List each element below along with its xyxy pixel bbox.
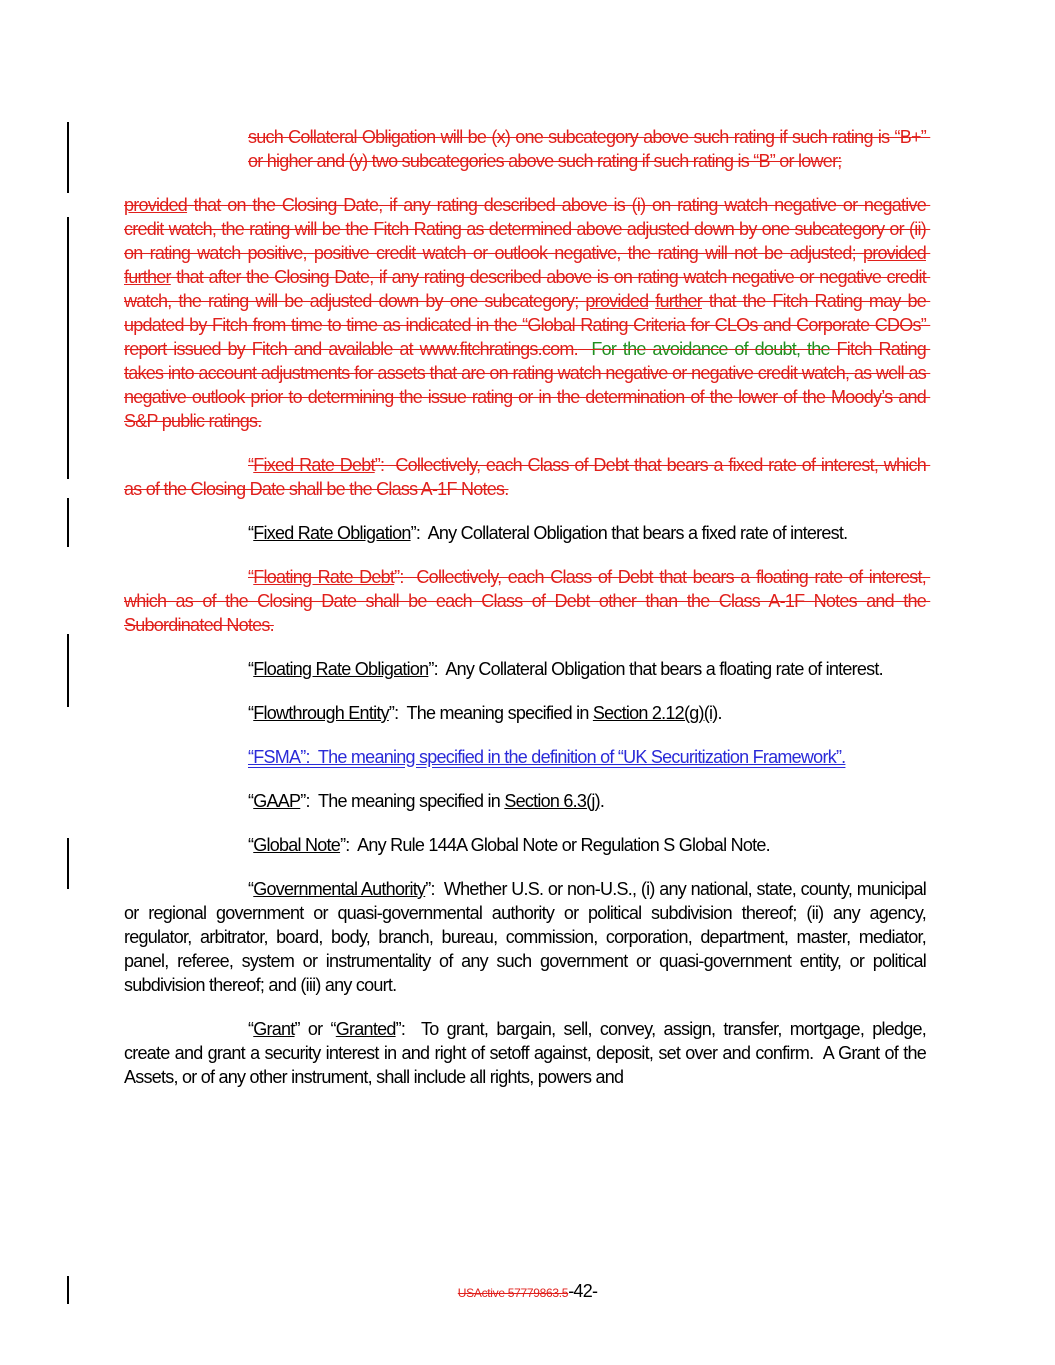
tracked-change-text: provided (862, 243, 926, 263)
definition-paragraph (124, 657, 926, 681)
defined-term: GAAP (253, 791, 301, 811)
defined-term: Grant (253, 1019, 295, 1039)
tracked-change-text (926, 243, 930, 263)
defined-term: Fixed Rate Obligation (253, 523, 411, 543)
defined-term: Section 2.12(g)(i) (592, 703, 718, 723)
text-segment: “ (248, 703, 254, 723)
tracked-change-text: “FSMA”: The meaning specified in the definition of “UK Securitization Framework”. (248, 747, 846, 767)
defined-term: Governmental Authority (253, 879, 426, 899)
tracked-change-text: that the Fitch Rating may be updated by Fitch from time to time as indicated in the “Global Rating Criteria for CLOs and Corporate CDOs” report issued by Fitch and available at www.fitchratings.com. (124, 291, 931, 359)
defined-term: Floating Rate Obligation (253, 659, 429, 679)
defined-term: Global Note (253, 835, 341, 855)
tracked-change-text: ”: Collectively, each Class of Debt that bears a floating rate of interest, which as of the Closing Date shall be each Class of Debt other than the Class A-1F Notes and the Subordinated Notes. (124, 567, 931, 635)
page-footer (0, 1281, 1055, 1302)
definition-paragraph (124, 193, 931, 433)
tracked-change-text: Fitch Rating takes into account adjustments for assets that are on rating watch negative or negative credit watch, as well as negative outlook prior to determining the issue rating or in the determination of the lower of the Moody’s and S&P public ratings. (124, 339, 931, 431)
text-segment: ”: Any Collateral Obligation that bears a fixed rate of interest. (410, 523, 848, 543)
definition-paragraph (124, 701, 926, 725)
definition-paragraph (124, 565, 931, 637)
change-bar (67, 217, 69, 479)
tracked-change-text: For the avoidance of doubt, the (577, 339, 830, 359)
change-bar (67, 498, 69, 547)
document-body (124, 125, 931, 1109)
footer-doc-id: USActive 57779863.5 (457, 1286, 569, 1300)
text-segment: ”: To grant, bargain, sell, convey, assign, transfer, mortgage, pledge, create and grant a security interest in and right of setoff against, deposit, set over and confirm. A Grant of the Assets, or of any other instrument, shall include all rights, powers and (124, 1019, 931, 1087)
tracked-change-text: provided (585, 291, 649, 311)
change-bar (67, 122, 69, 193)
definition-paragraph (124, 453, 931, 501)
tracked-change-text: Fixed Rate Debt (253, 455, 375, 475)
text-segment: ”: Any Collateral Obligation that bears a floating rate of interest. (428, 659, 883, 679)
tracked-change-text: further (124, 267, 171, 287)
tracked-change-text: “ (248, 455, 254, 475)
definition-paragraph (124, 789, 926, 813)
text-segment: . (599, 791, 605, 811)
definition-paragraph (124, 877, 931, 997)
change-bar (67, 838, 69, 889)
tracked-change-text: that on the Closing Date, if any rating described above is (i) on rating watch negative or negative credit watch, the rating will be the Fitch Rating as determined above adjusted down by one subcategory or (ii) on rating watch positive, positive credit watch or outlook negative, the rating will not be adjusted; (124, 195, 931, 263)
text-segment: ”: Any Rule 144A Global Note or Regulation S Global Note. (340, 835, 770, 855)
text-segment: ”: The meaning specified in (388, 703, 593, 723)
tracked-change-text: that after the Closing Date, if any rating described above is on rating watch negative or negative credit watch, the rating will be adjusted down by one subcategory; (124, 267, 931, 311)
defined-term: Granted (335, 1019, 396, 1039)
text-segment: “ (248, 835, 254, 855)
definition-paragraph (248, 125, 931, 173)
definition-paragraph (124, 1017, 931, 1089)
text-segment: “ (248, 659, 254, 679)
definition-paragraph (124, 745, 926, 769)
tracked-change-text: such Collateral Obligation will be (x) one subcategory above such rating if such rating is “B+” or higher and (y) two subcategories above such rating if such rating is “B” or lower; (248, 127, 931, 171)
page-number: -42- (568, 1281, 598, 1301)
defined-term: Flowthrough Entity (253, 703, 389, 723)
text-segment: . (717, 703, 722, 723)
text-segment: “ (248, 791, 254, 811)
definition-paragraph (124, 833, 926, 857)
text-segment: “ (248, 523, 254, 543)
text-segment: “ (248, 1019, 254, 1039)
tracked-change-text: further (655, 291, 702, 311)
change-bar (67, 634, 69, 707)
text-segment: ” or “ (294, 1019, 336, 1039)
tracked-change-text: ”: Collectively, each Class of Debt that bears a fixed rate of interest, which as of the Closing Date shall be the Class A-1F Notes. (124, 455, 931, 499)
text-segment: “ (248, 879, 254, 899)
tracked-change-text: provided (124, 195, 188, 215)
defined-term: Section 6.3(j) (504, 791, 600, 811)
text-segment: ”: The meaning specified in (300, 791, 505, 811)
tracked-change-text: “ (248, 567, 254, 587)
tracked-change-text: Floating Rate Debt (253, 567, 395, 587)
text-segment: ”: Whether U.S. or non-U.S., (i) any national, state, county, municipal or regional government or quasi-governmental authority or political subdivision thereof; (ii) any agency, regulator, arbitrator, board, body, branch, bureau, commission, corporation, department, master, mediator, panel, referee, system or instrumentality of any such government or quasi-government entity, or political subdivision thereof; and (iii) any court. (124, 879, 931, 995)
definition-paragraph (124, 521, 926, 545)
